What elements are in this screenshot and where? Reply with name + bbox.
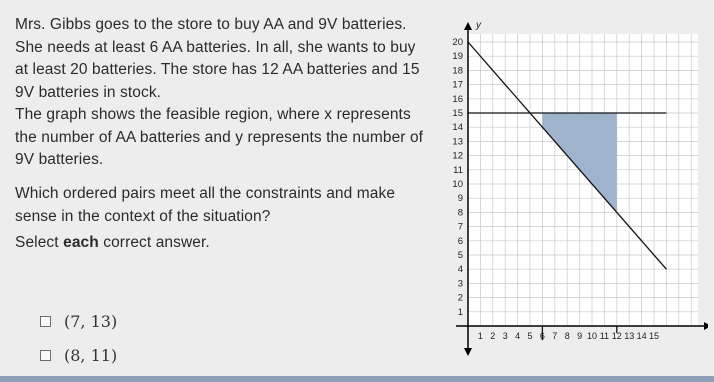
instruction-text (15, 232, 210, 255)
y-tick-label: 7 (457, 221, 463, 233)
y-tick-label: 17 (452, 79, 463, 91)
y-axis-arrow-down (464, 348, 472, 356)
y-tick-label: 15 (452, 108, 463, 119)
plot-background (468, 34, 698, 326)
x-tick-label: 15 (648, 331, 660, 341)
x-tick-label: 11 (599, 331, 610, 341)
x-tick-label: 7 (552, 331, 558, 341)
checkbox[interactable] (40, 350, 51, 361)
y-tick-label: 12 (452, 150, 463, 162)
answer-choice-1[interactable] (40, 312, 117, 331)
instruction-suffix: correct answer. (98, 234, 210, 251)
y-tick-label: 6 (457, 235, 463, 247)
x-tick-label: 2 (490, 331, 496, 341)
graph-description: The graph shows the feasible region, where x represents the number of AA batteries and y represents the number of 9V batteries. (15, 106, 424, 168)
x-tick-label: 1 (477, 331, 483, 341)
y-tick-label: 14 (452, 122, 463, 134)
x-tick-label: 12 (611, 331, 622, 341)
y-tick-label: 3 (457, 278, 463, 290)
y-tick-label: 5 (457, 250, 463, 261)
x-tick-label: 5 (527, 331, 533, 341)
bottom-bar (0, 376, 714, 382)
x-tick-label: 14 (636, 331, 647, 341)
feasible-region-graph (438, 14, 708, 374)
y-tick-label: 8 (457, 207, 463, 219)
y-tick-label: 13 (452, 136, 463, 148)
instruction-bold: each (63, 234, 99, 251)
x-tick-label: 13 (624, 331, 635, 341)
y-tick-label: 16 (452, 93, 463, 105)
answer-choice-2[interactable] (40, 346, 117, 365)
y-tick-label: 20 (452, 37, 463, 48)
y-tick-label: 19 (452, 51, 463, 63)
x-tick-label: 3 (502, 331, 508, 341)
choice-label: (7, 13) (64, 312, 118, 331)
checkbox[interactable] (40, 316, 51, 327)
y-tick-label: 11 (453, 164, 463, 176)
y-tick-label: 18 (452, 65, 463, 77)
x-tick-label: 9 (577, 331, 583, 341)
question-prompt: Mrs. Gibbs goes to the store to buy AA and 9V batteries. She needs at least 6 AA batteries. In all, she wants to buy at least 20 batteries. The store has 12 AA batteries and 15 9V batteries in stock. (15, 16, 420, 101)
x-tick-label: 8 (564, 331, 570, 341)
y-tick-label: 10 (452, 179, 463, 190)
y-tick-label: 9 (457, 193, 463, 205)
y-axis-label: y (476, 20, 481, 31)
choice-label: (8, 11) (64, 346, 118, 365)
question-text: Which ordered pairs meet all the constraints and make sense in the context of the situation? (15, 185, 396, 225)
x-tick-label: 6 (539, 331, 545, 341)
x-axis-arrow-right (704, 322, 708, 330)
x-tick-label: 10 (586, 331, 598, 341)
instruction-prefix: Select (15, 234, 64, 251)
y-axis-arrow-up (464, 22, 472, 30)
y-tick-label: 2 (457, 292, 463, 304)
y-tick-label: 1 (457, 306, 463, 318)
x-tick-label: 4 (515, 331, 521, 341)
y-tick-label: 4 (457, 264, 463, 276)
